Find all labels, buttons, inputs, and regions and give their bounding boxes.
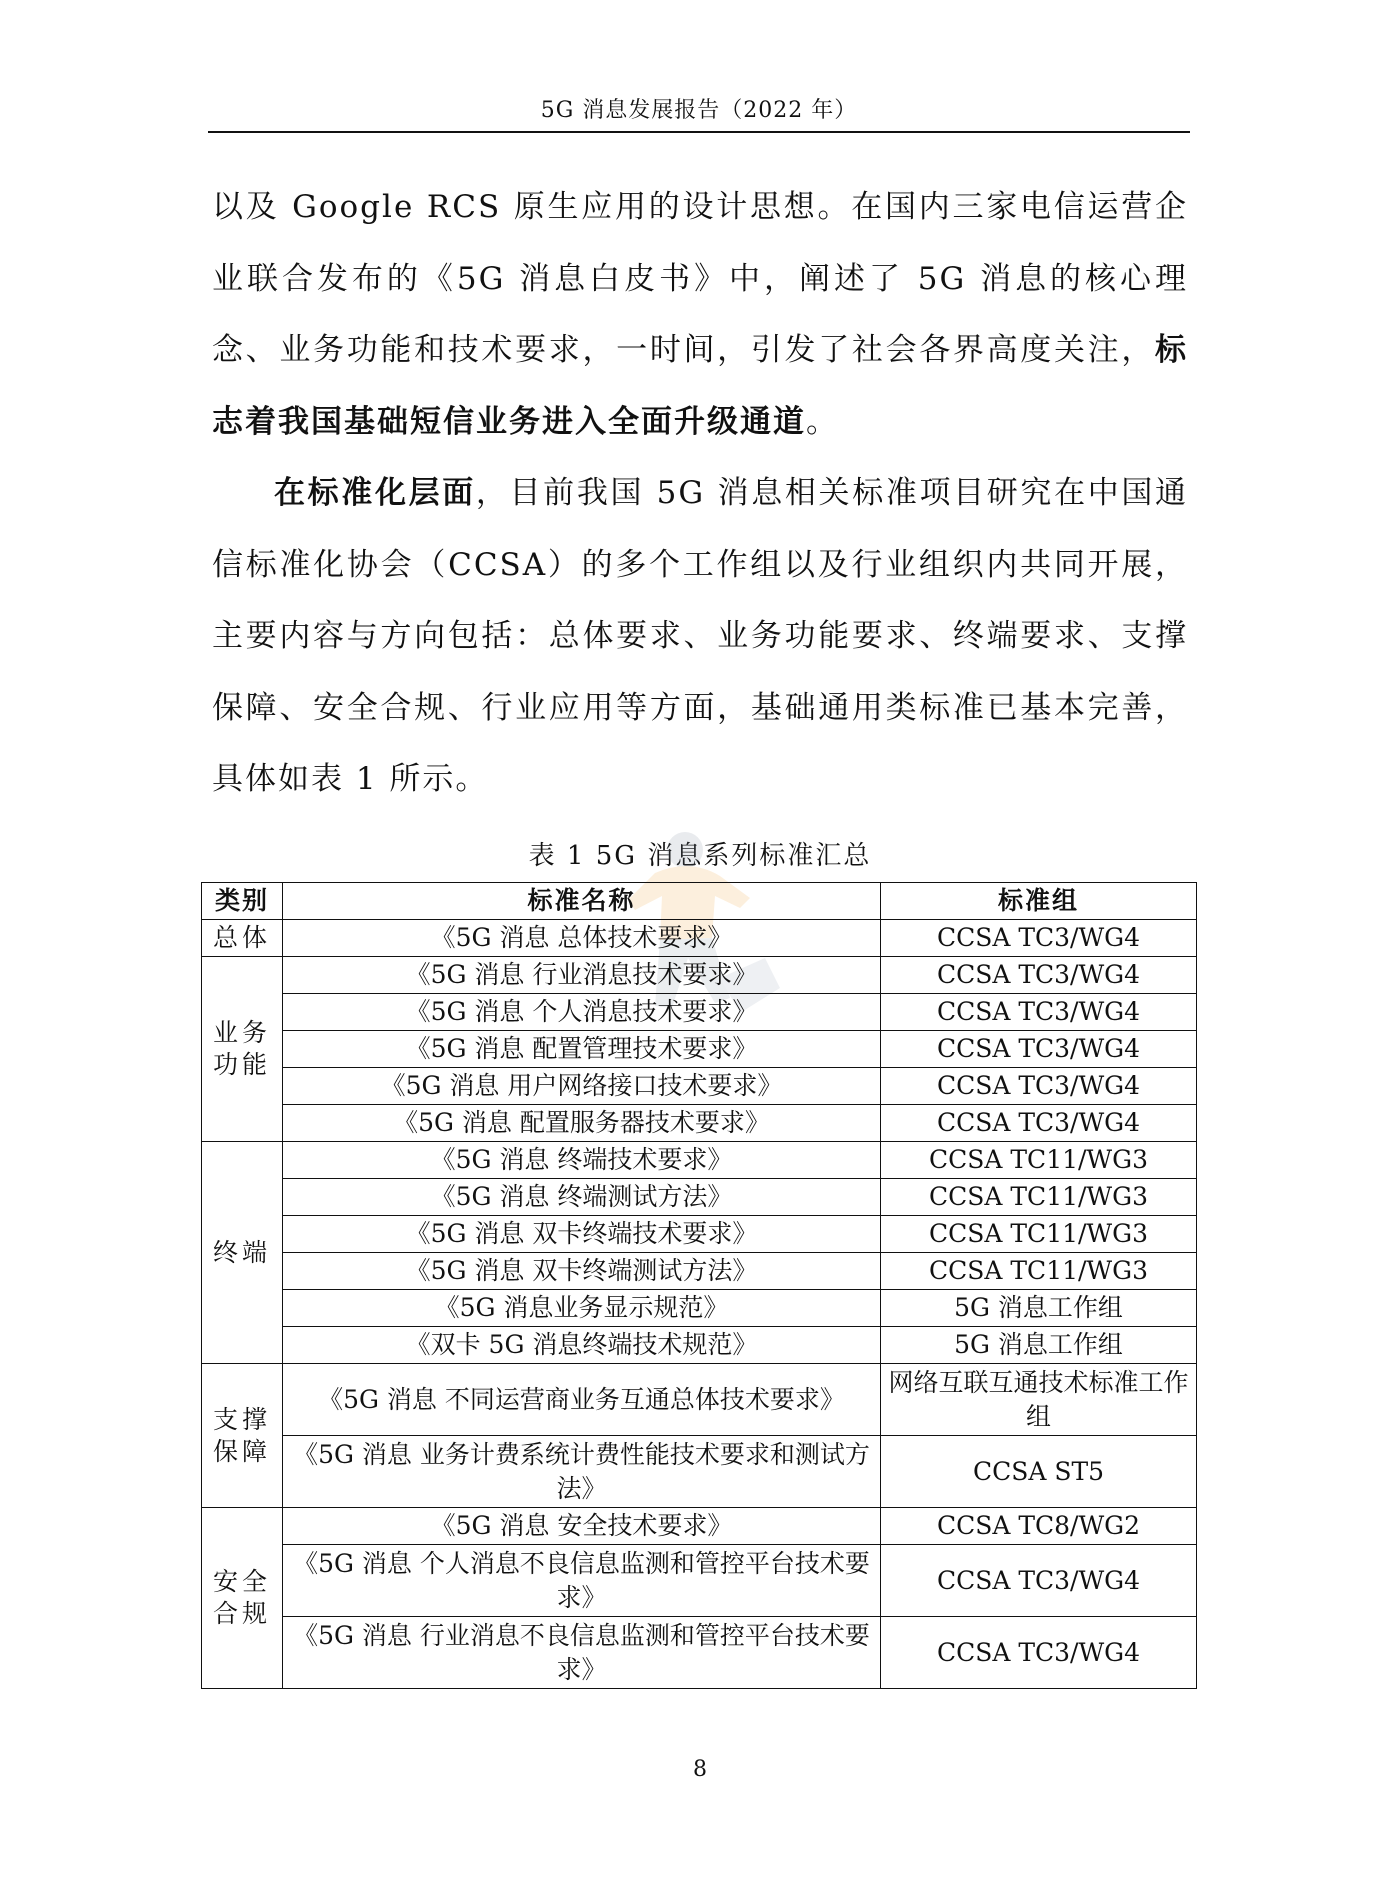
standard-name: 《5G 消息 安全技术要求》 <box>283 1508 881 1545</box>
paragraph-1-bold: 标志着我国基础短信业务进入全面升级通道 <box>212 332 1188 440</box>
table-header-row <box>202 883 1197 920</box>
standard-name: 《5G 消息 双卡终端测试方法》 <box>283 1253 881 1290</box>
standard-name: 《5G 消息 总体技术要求》 <box>283 920 881 957</box>
page-number: 8 <box>693 1757 707 1782</box>
paragraph-1-tail: 。 <box>806 403 839 440</box>
standard-name: 《5G 消息 行业消息技术要求》 <box>283 957 881 994</box>
standard-group: CCSA TC3/WG4 <box>881 994 1197 1031</box>
standard-group: CCSA TC3/WG4 <box>881 1105 1197 1142</box>
standard-name: 《5G 消息 不同运营商业务互通总体技术要求》 <box>283 1364 881 1436</box>
table-row <box>202 1436 1197 1508</box>
table-row <box>202 957 1197 994</box>
standard-name: 《5G 消息 业务计费系统计费性能技术要求和测试方法》 <box>283 1436 881 1508</box>
table-row <box>202 1068 1197 1105</box>
header-group: 标准组 <box>881 883 1197 920</box>
standard-group: CCSA TC3/WG4 <box>881 957 1197 994</box>
standard-group: CCSA TC3/WG4 <box>881 1617 1197 1689</box>
standards-table <box>201 882 1197 1689</box>
standard-group: CCSA TC11/WG3 <box>881 1142 1197 1179</box>
paragraph-2 <box>212 458 1188 816</box>
table-caption: 表 1 5G 消息系列标准汇总 <box>528 841 872 871</box>
table-row <box>202 1364 1197 1436</box>
running-header: 5G 消息发展报告（2022 年） <box>540 98 858 123</box>
table-row <box>202 1617 1197 1689</box>
standard-group: CCSA TC8/WG2 <box>881 1508 1197 1545</box>
category-cell: 总体 <box>202 920 283 957</box>
standard-name: 《5G 消息业务显示规范》 <box>283 1290 881 1327</box>
standard-group: CCSA TC3/WG4 <box>881 1068 1197 1105</box>
standard-name: 《5G 消息 个人消息不良信息监测和管控平台技术要求》 <box>283 1545 881 1617</box>
paragraph-2-bold: 在标准化层面 <box>274 475 476 511</box>
standard-group: CCSA TC11/WG3 <box>881 1179 1197 1216</box>
table-row <box>202 1545 1197 1617</box>
standard-name: 《5G 消息 配置服务器技术要求》 <box>283 1105 881 1142</box>
table-row <box>202 1105 1197 1142</box>
header-rule <box>208 131 1190 133</box>
standard-group: CCSA TC11/WG3 <box>881 1216 1197 1253</box>
header-name: 标准名称 <box>283 883 881 920</box>
standard-name: 《5G 消息 双卡终端技术要求》 <box>283 1216 881 1253</box>
standard-name: 《5G 消息 行业消息不良信息监测和管控平台技术要求》 <box>283 1617 881 1689</box>
header-category: 类别 <box>202 883 283 920</box>
standard-group: CCSA TC3/WG4 <box>881 920 1197 957</box>
category-cell: 支撑保障 <box>202 1364 283 1508</box>
table-row <box>202 1290 1197 1327</box>
table-row <box>202 1179 1197 1216</box>
table-row <box>202 1142 1197 1179</box>
body-text <box>212 172 1188 816</box>
standard-name: 《5G 消息 终端测试方法》 <box>283 1179 881 1216</box>
standard-name: 《5G 消息 配置管理技术要求》 <box>283 1031 881 1068</box>
standard-name: 《5G 消息 终端技术要求》 <box>283 1142 881 1179</box>
table-row <box>202 1327 1197 1364</box>
standard-name: 《5G 消息 用户网络接口技术要求》 <box>283 1068 881 1105</box>
standard-name: 《5G 消息 个人消息技术要求》 <box>283 994 881 1031</box>
table-row <box>202 1253 1197 1290</box>
standard-group: CCSA TC3/WG4 <box>881 1545 1197 1617</box>
category-cell: 终端 <box>202 1142 283 1364</box>
standard-group: CCSA TC3/WG4 <box>881 1031 1197 1068</box>
standard-group: CCSA TC11/WG3 <box>881 1253 1197 1290</box>
category-cell: 安全合规 <box>202 1508 283 1689</box>
standard-group: 5G 消息工作组 <box>881 1290 1197 1327</box>
table-row <box>202 1508 1197 1545</box>
standard-name: 《双卡 5G 消息终端技术规范》 <box>283 1327 881 1364</box>
standard-group: 5G 消息工作组 <box>881 1327 1197 1364</box>
paragraph-1-text: 以及 Google RCS 原生应用的设计思想。在国内三家电信运营企业联合发布的《5G 消息白皮书》中，阐述了 5G 消息的核心理念、业务功能和技术要求，一时间，引发了社会各界高度关注， <box>212 189 1188 368</box>
standard-group: 网络互联互通技术标准工作组 <box>881 1364 1197 1436</box>
table-row <box>202 1216 1197 1253</box>
paragraph-2-text: ，目前我国 5G 消息相关标准项目研究在中国通信标准化协会（CCSA）的多个工作组以及行业组织内共同开展，主要内容与方向包括：总体要求、业务功能要求、终端要求、支撑保障、安全合规、行业应用等方面，基础通用类标准已基本完善，具体如表 1 所示。 <box>212 475 1189 797</box>
standard-group: CCSA ST5 <box>881 1436 1197 1508</box>
table-row <box>202 920 1197 957</box>
table-row <box>202 1031 1197 1068</box>
paragraph-1 <box>212 172 1188 458</box>
category-cell: 业务功能 <box>202 957 283 1142</box>
table-row <box>202 994 1197 1031</box>
